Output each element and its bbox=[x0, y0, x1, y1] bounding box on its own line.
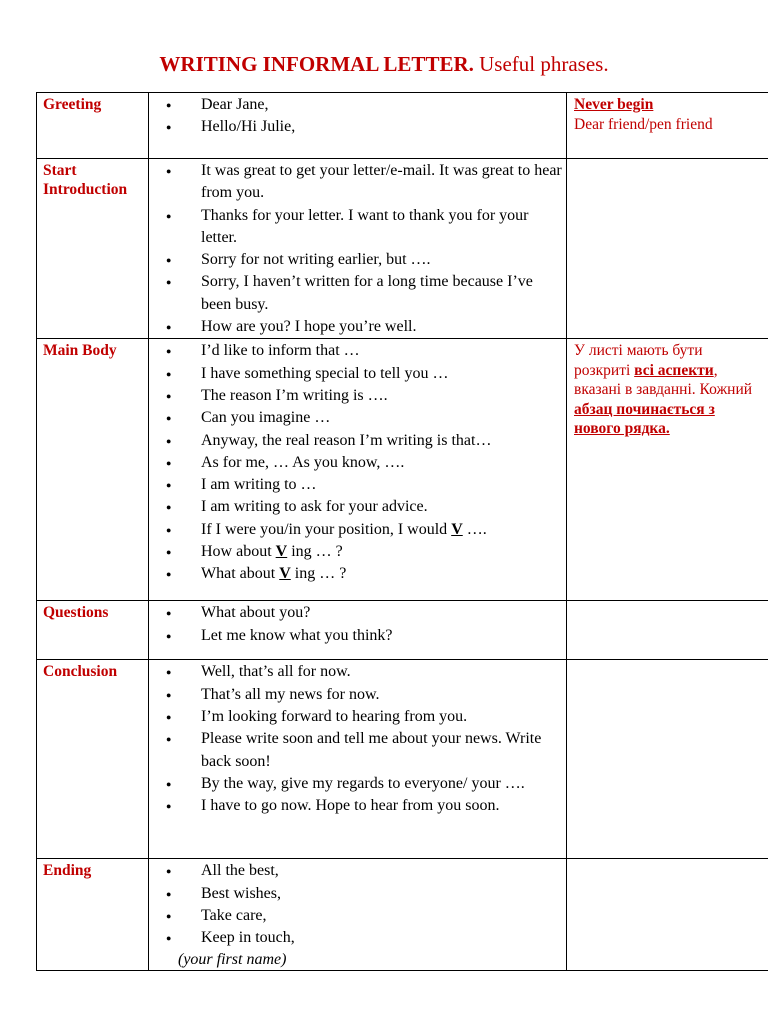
category-ending: Ending bbox=[37, 859, 149, 970]
phrase-list-main-body bbox=[149, 340, 566, 585]
phrase-item: ● I’d like to inform that … bbox=[201, 340, 566, 362]
verb-placeholder: V bbox=[451, 520, 463, 538]
title-rest: Useful phrases. bbox=[473, 52, 609, 76]
phrase-item: ● By the way, give my regards to everyone/ your …. bbox=[201, 773, 566, 795]
phrase-item: ● If I were you/in your position, I would V …. bbox=[201, 519, 566, 541]
phrase-item: ● Anyway, the real reason I’m writing is that… bbox=[201, 430, 566, 452]
phrase-item: ● How are you? I hope you’re well. bbox=[201, 316, 566, 338]
row-start-introduction bbox=[37, 159, 768, 339]
signature-placeholder: (your first name) bbox=[178, 950, 287, 968]
category-greeting: Greeting bbox=[37, 93, 149, 159]
phrase-item: ● Can you imagine … bbox=[201, 407, 566, 429]
phrase-list-questions bbox=[149, 602, 566, 647]
phrase-list-ending bbox=[149, 860, 566, 949]
phrase-item: ● Dear Jane, bbox=[201, 94, 566, 116]
phrase-list-greeting bbox=[149, 94, 566, 139]
phrase-item: ● I am writing to ask for your advice. bbox=[201, 496, 566, 518]
category-conclusion: Conclusion bbox=[37, 660, 149, 859]
verb-placeholder: V bbox=[275, 543, 288, 561]
phrase-item: ● It was great to get your letter/e-mail. It was great to hear from you. bbox=[201, 160, 566, 205]
row-questions bbox=[37, 601, 768, 660]
phrase-item: ● How about V ing … ? bbox=[201, 541, 566, 563]
phrase-item: ● Keep in touch, bbox=[201, 927, 566, 949]
phrase-item: ● Thanks for your letter. I want to thank you for your letter. bbox=[201, 205, 566, 250]
title-highlight: WRITING INFORMAL LETTER. bbox=[159, 52, 474, 76]
phrase-item: ● I’m looking forward to hearing from you. bbox=[201, 706, 566, 728]
phrase-item: ● All the best, bbox=[201, 860, 566, 882]
note-greeting: Never begin Dear friend/pen friend bbox=[567, 93, 768, 159]
phrases-table bbox=[36, 92, 768, 971]
row-main-body bbox=[37, 339, 768, 601]
phrase-item: ● That’s all my news for now. bbox=[201, 684, 566, 706]
phrase-item: ● I am writing to … bbox=[201, 474, 566, 496]
category-start-introduction: Start Introduction bbox=[37, 159, 149, 339]
phrase-list-conclusion bbox=[149, 661, 566, 817]
phrase-item: ● Let me know what you think? bbox=[201, 625, 566, 647]
row-conclusion bbox=[37, 660, 768, 859]
phrase-item: ● Take care, bbox=[201, 905, 566, 927]
phrase-item: ● Well, that’s all for now. bbox=[201, 661, 566, 683]
phrase-item: ● The reason I’m writing is …. bbox=[201, 385, 566, 407]
row-ending bbox=[37, 859, 768, 970]
verb-placeholder: V bbox=[279, 565, 291, 583]
phrase-item: ● Hello/Hi Julie, bbox=[201, 116, 566, 138]
category-questions: Questions bbox=[37, 601, 149, 660]
phrase-item: ● As for me, … As you know, …. bbox=[201, 452, 566, 474]
phrase-item: ● Sorry, I haven’t written for a long time because I’ve been busy. bbox=[201, 271, 566, 316]
phrase-item: ● Please write soon and tell me about your news. Write back soon! bbox=[201, 728, 566, 773]
phrase-item: ● Sorry for not writing earlier, but …. bbox=[201, 249, 566, 271]
category-main-body: Main Body bbox=[37, 339, 149, 601]
page-title bbox=[0, 52, 768, 77]
phrase-item: ● I have to go now. Hope to hear from you soon. bbox=[201, 795, 566, 817]
note-main-body: У листі мають бути розкриті всі аспекти, вказані в завданні. Кожний абзац починається з нового рядка. bbox=[567, 339, 768, 601]
phrase-item: ● I have something special to tell you … bbox=[201, 363, 566, 385]
phrase-list-start bbox=[149, 160, 566, 338]
phrase-item: ● Best wishes, bbox=[201, 883, 566, 905]
phrase-item: ● What about V ing … ? bbox=[201, 563, 566, 585]
row-greeting bbox=[37, 93, 768, 159]
phrase-item: ● What about you? bbox=[201, 602, 566, 624]
